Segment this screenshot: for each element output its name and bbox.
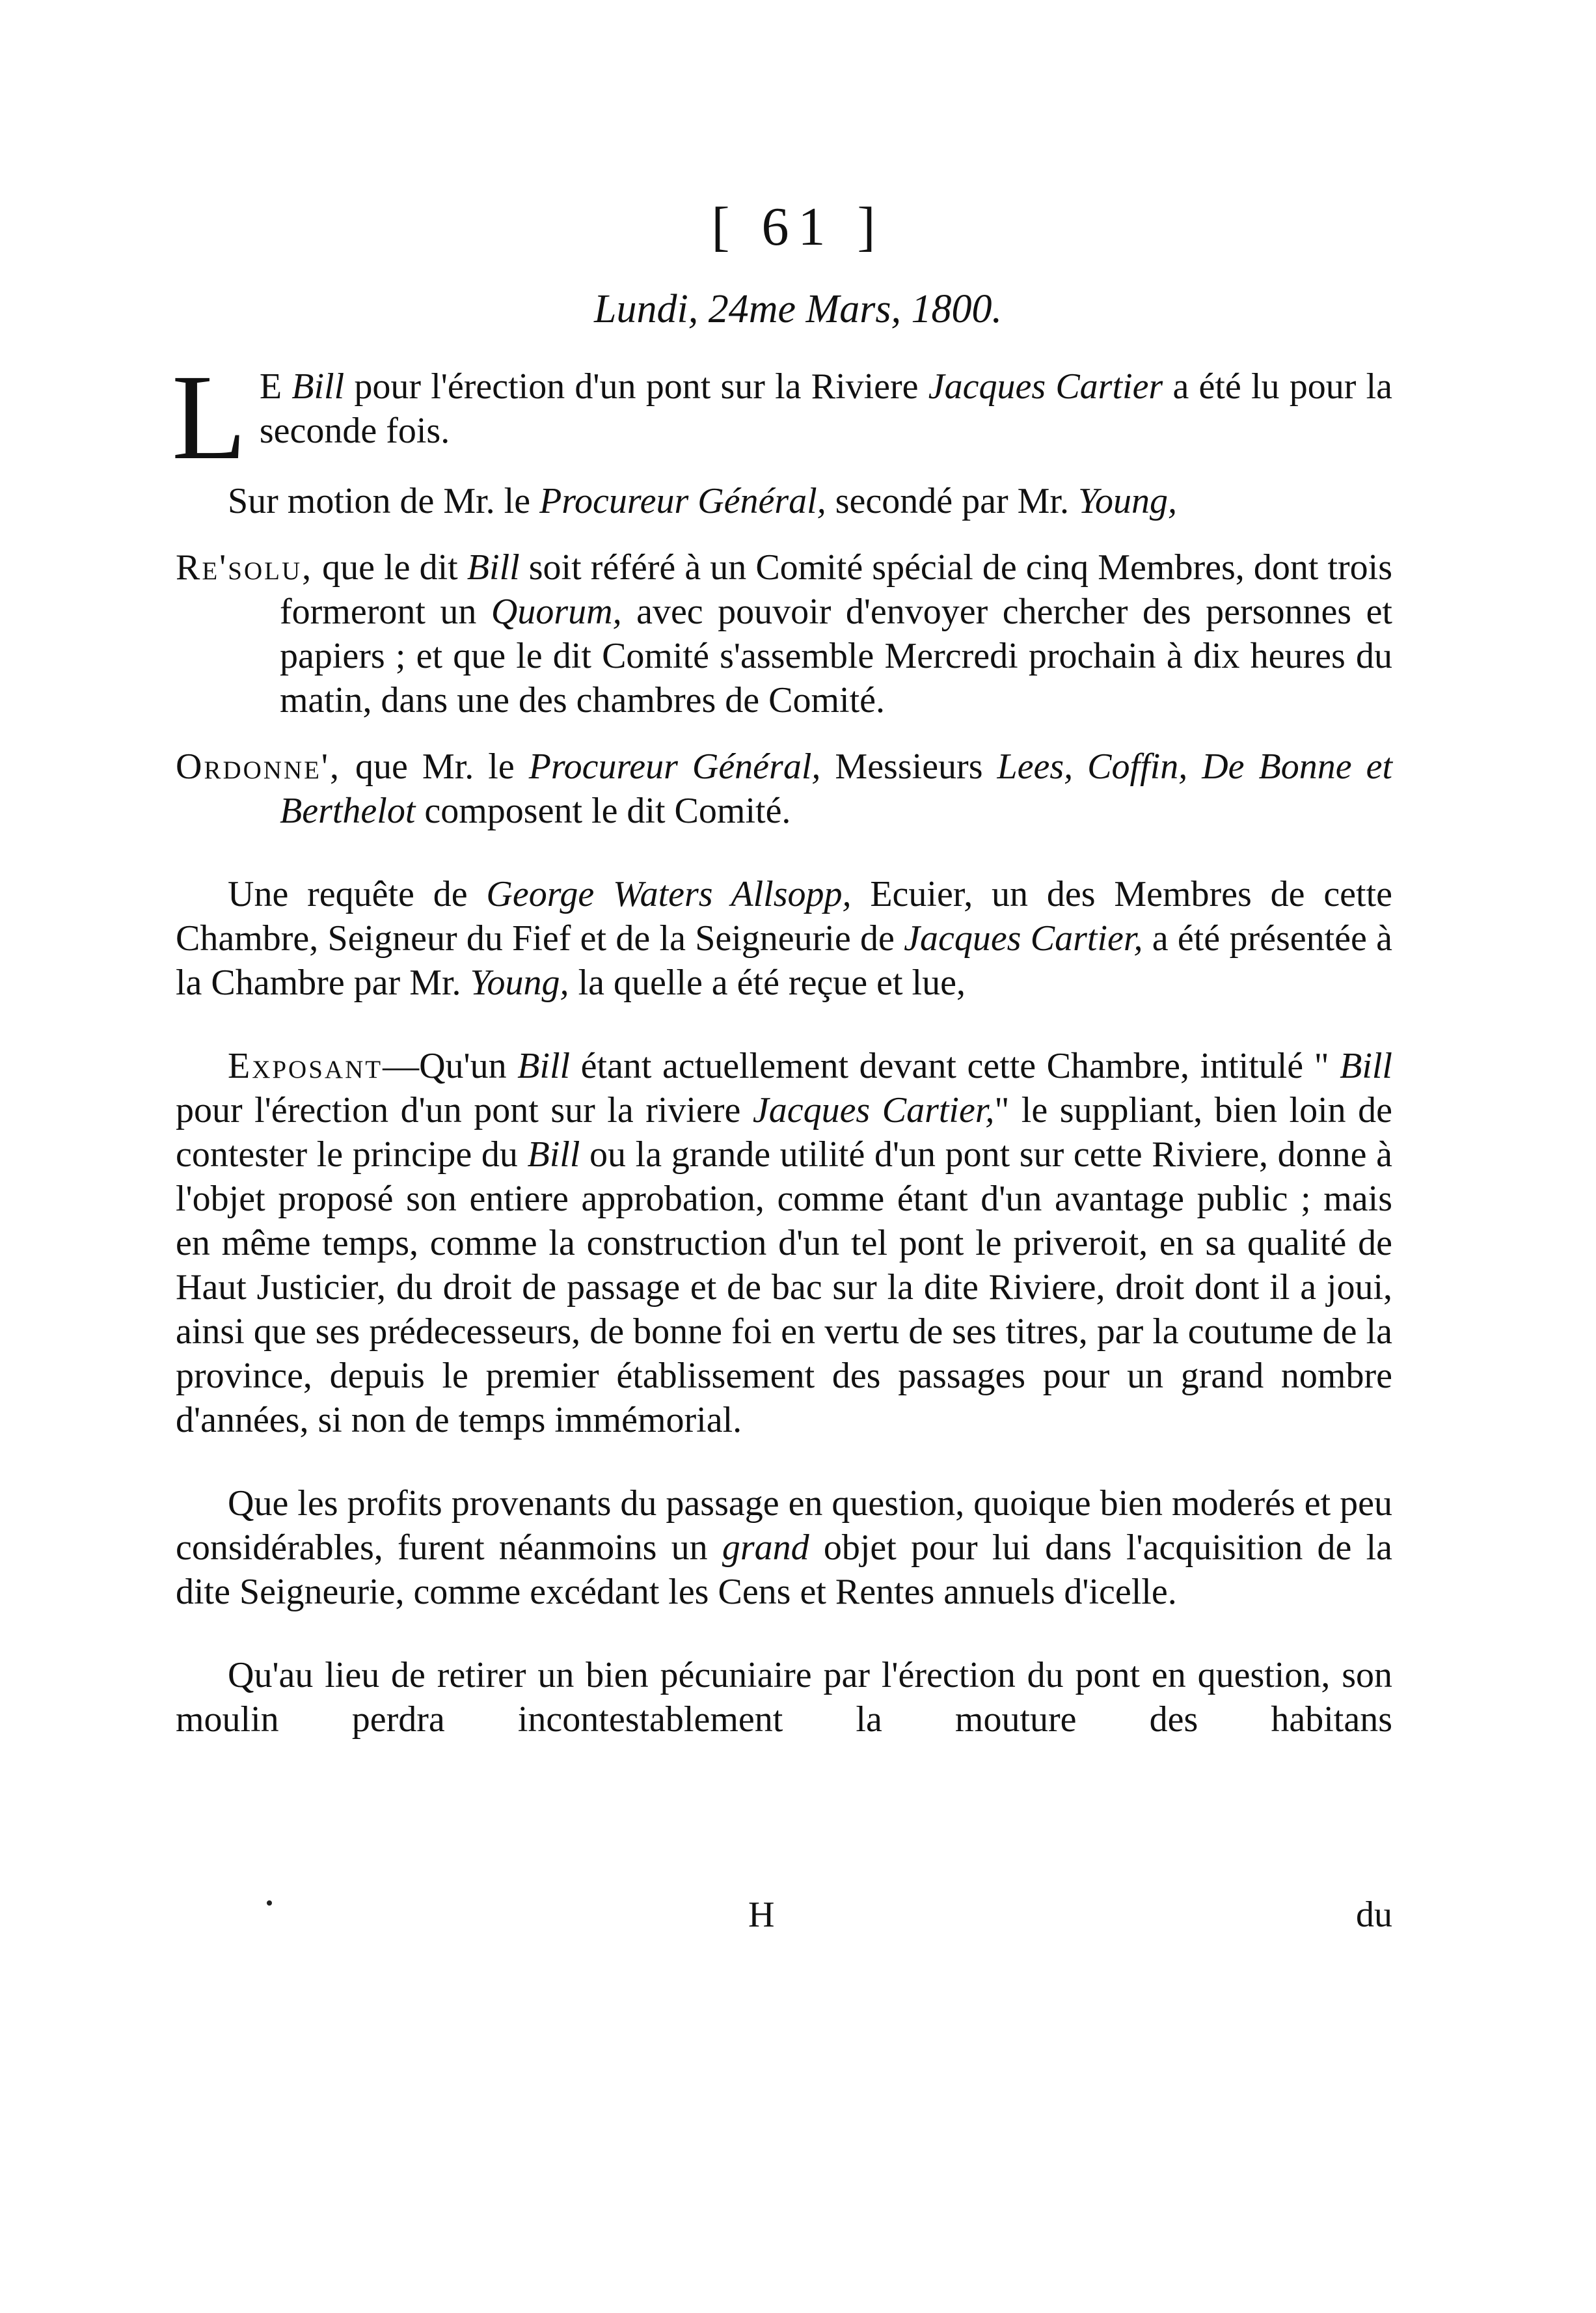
paragraph-petition: Une requête de George Waters Allsopp, Ecuier, un des Membres de cette Chambre, Seigneur du Fief et de la Seigneurie de Jacques Cartier, a été présentée à la Chambre par Mr. Young, la quelle a été reçue et lue,: [176, 874, 1393, 1003]
paragraph-exposant: Exposant—Qu'un Bill étant actuellement devant cette Chambre, intitulé " Bill pour l'érection d'un pont sur la riviere Jacques Cartier," le suppliant, bien loin de contester le principe du Bill ou la grande utilité d'un pont sur cette Riviere, donne à l'objet proposé son entiere approbation, comme étant d'un avantage public ; mais en même temps, comme la construction d'un tel pont le priveroit, en sa qualité de Haut Justicier, du droit de passage et de bac sur la dite Riviere, droit dont il a joui, ainsi que ses prédecesseurs, de bonne foi en vertu de ses titres, par la coutume de la province, depuis le premier établissement des passages pour un grand nombre d'années, si non de temps immémorial.: [176, 1046, 1393, 1440]
paragraph-mill: Qu'au lieu de retirer un bien pécuniaire par l'érection du pont en question, son moulin perdra incontestablement la mouture des habitans: [176, 1655, 1392, 1740]
exposant-heading: Exposant: [228, 1046, 383, 1086]
drop-cap-letter: L: [172, 349, 247, 485]
body-text: [172, 349, 1393, 1742]
paragraph-resolution: Re'solu, que le dit Bill soit référé à un Comité spécial de cinq Membres, dont trois formeront un Quorum, avec pouvoir d'envoyer chercher des personnes et papiers ; et que le dit Comité s'assemble Mercredi prochain à dix heures du matin, dans une des chambres de Comité.: [176, 547, 1393, 720]
paragraph-profits: Que les profits provenants du passage en question, quoique bien moderés et peu considérables, furent néanmoins un grand objet pour lui dans l'acquisition de la dite Seigneurie, comme excédant les Cens et Rentes annuels d'icelle.: [176, 1483, 1393, 1612]
paragraph-order: Ordonne', que Mr. le Procureur Général, Messieurs Lees, Coffin, De Bonne et Berthelot composent le dit Comité.: [176, 746, 1393, 831]
signature-mark: H: [748, 1895, 775, 1935]
resolu-heading: Re'solu,: [176, 547, 314, 588]
paragraph-motion: Sur motion de Mr. le Procureur Général, secondé par Mr. Young,: [228, 481, 1177, 521]
paragraph-bill-reading: L E Bill pour l'érection d'un pont sur la Riviere Jacques Cartier a été lu pour la seconde fois.: [172, 349, 1392, 485]
ink-speck: [267, 1900, 272, 1906]
page-number: [ 61 ]: [711, 197, 885, 257]
session-date: Lundi, 24me Mars, 1800.: [594, 287, 1002, 331]
page-footer: [176, 1894, 1392, 1939]
catchword: du: [1356, 1895, 1392, 1935]
ordonne-heading: Ordonne',: [176, 746, 342, 787]
